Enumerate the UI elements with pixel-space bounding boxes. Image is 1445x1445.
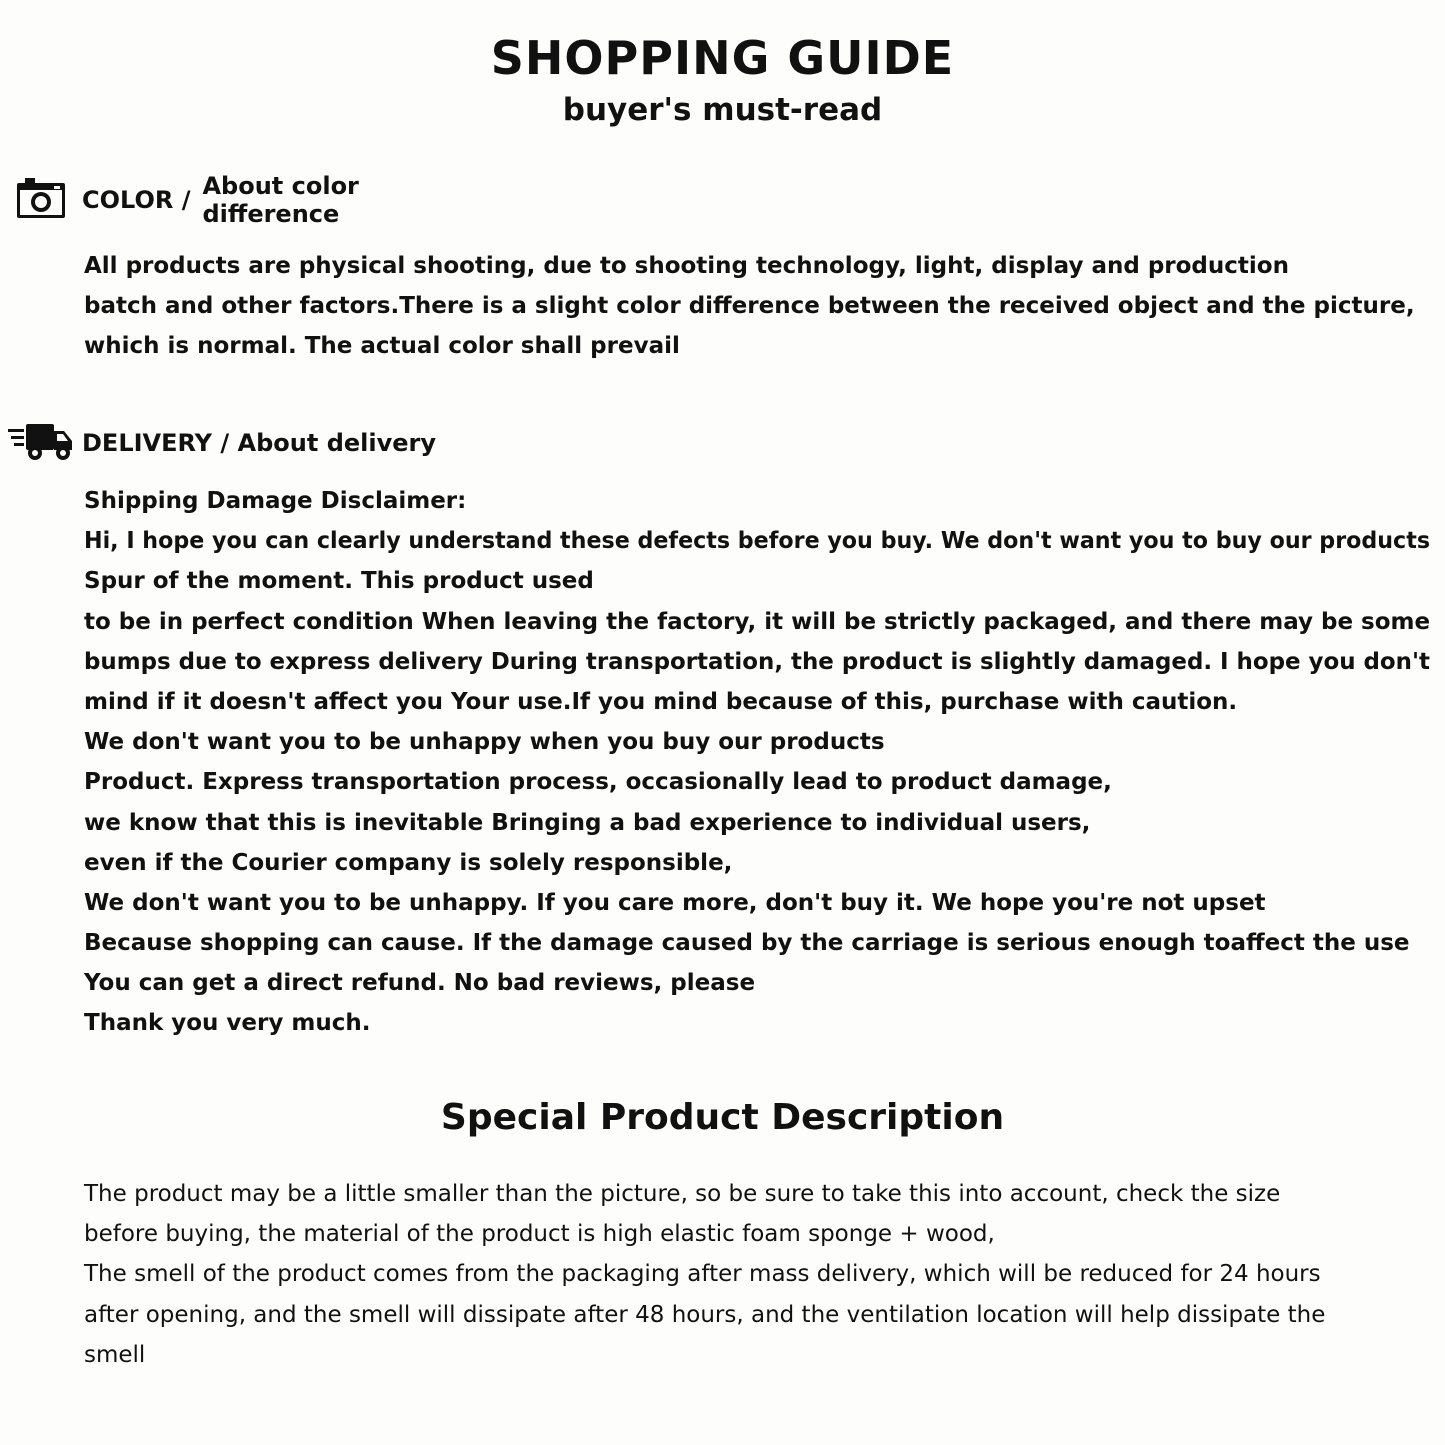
special-section-title: Special Product Description <box>440 1097 1005 1138</box>
delivery-section-label: DELIVERY / About delivery <box>82 429 436 457</box>
special-body-line: after opening, and the smell will dissipate after 48 hours, and the ventilation location will help dissipate the <box>84 1301 1326 1328</box>
delivery-truck-icon <box>8 420 74 466</box>
color-section-header <box>12 172 359 228</box>
delivery-body-line: to be in perfect condition When leaving the factory, it will be strictly packaged, and there may be some <box>84 608 1431 635</box>
delivery-body-line: Hi, I hope you can clearly understand these defects before you buy. We don't want you to buy our products <box>84 528 1431 555</box>
special-body-line: smell <box>84 1341 146 1368</box>
page-subtitle: buyer's must-read <box>562 92 883 128</box>
delivery-body-line: We don't want you to be unhappy. If you care more, don't buy it. We hope you're not upset <box>84 889 1266 916</box>
color-section-body <box>84 246 1415 367</box>
color-sublabel-line: About color <box>202 172 359 200</box>
special-body-line: The product may be a little smaller than the picture, so be sure to take this into account, check the size <box>84 1181 1281 1207</box>
delivery-section-body <box>84 481 1445 1044</box>
delivery-body-line: even if the Courier company is solely responsible, <box>84 849 733 876</box>
delivery-body-line: Thank you very much. <box>84 1010 371 1037</box>
color-body-line: batch and other factors.There is a slight color difference between the received object and the picture, <box>84 293 1415 320</box>
page-title: SHOPPING GUIDE <box>490 31 955 85</box>
special-body-line: before buying, the material of the product is high elastic foam sponge + wood, <box>84 1221 995 1248</box>
delivery-body-line: Because shopping can cause. If the damage caused by the carriage is serious enough toaffect the use <box>84 930 1410 957</box>
color-sublabel-line: difference <box>202 200 340 228</box>
special-section-body <box>84 1174 1325 1375</box>
delivery-body-line: Product. Express transportation process, occasionally lead to product damage, <box>84 769 1112 796</box>
delivery-body-line: You can get a direct refund. No bad reviews, please <box>84 970 756 997</box>
color-section-label: COLOR / <box>82 186 191 214</box>
delivery-body-line: We don't want you to be unhappy when you buy our products <box>84 729 885 756</box>
camera-icon <box>16 176 66 224</box>
special-body-line: The smell of the product comes from the packaging after mass delivery, which will be reduced for 24 hours <box>84 1261 1321 1288</box>
delivery-section-header <box>8 420 436 466</box>
delivery-body-line: mind if it doesn't affect you Your use.If you mind because of this, purchase with caution. <box>84 688 1238 715</box>
delivery-body-line: Shipping Damage Disclaimer: <box>84 488 467 514</box>
color-section-sublabel <box>202 172 358 228</box>
color-body-line: which is normal. The actual color shall prevail <box>84 333 680 360</box>
color-body-line: All products are physical shooting, due to shooting technology, light, display and production <box>84 253 1289 279</box>
delivery-body-line: bumps due to express delivery During transportation, the product is slightly damaged. I hope you don't <box>84 648 1430 675</box>
delivery-body-line: Spur of the moment. This product used <box>84 568 594 595</box>
delivery-body-line: we know that this is inevitable Bringing a bad experience to individual users, <box>84 809 1091 836</box>
